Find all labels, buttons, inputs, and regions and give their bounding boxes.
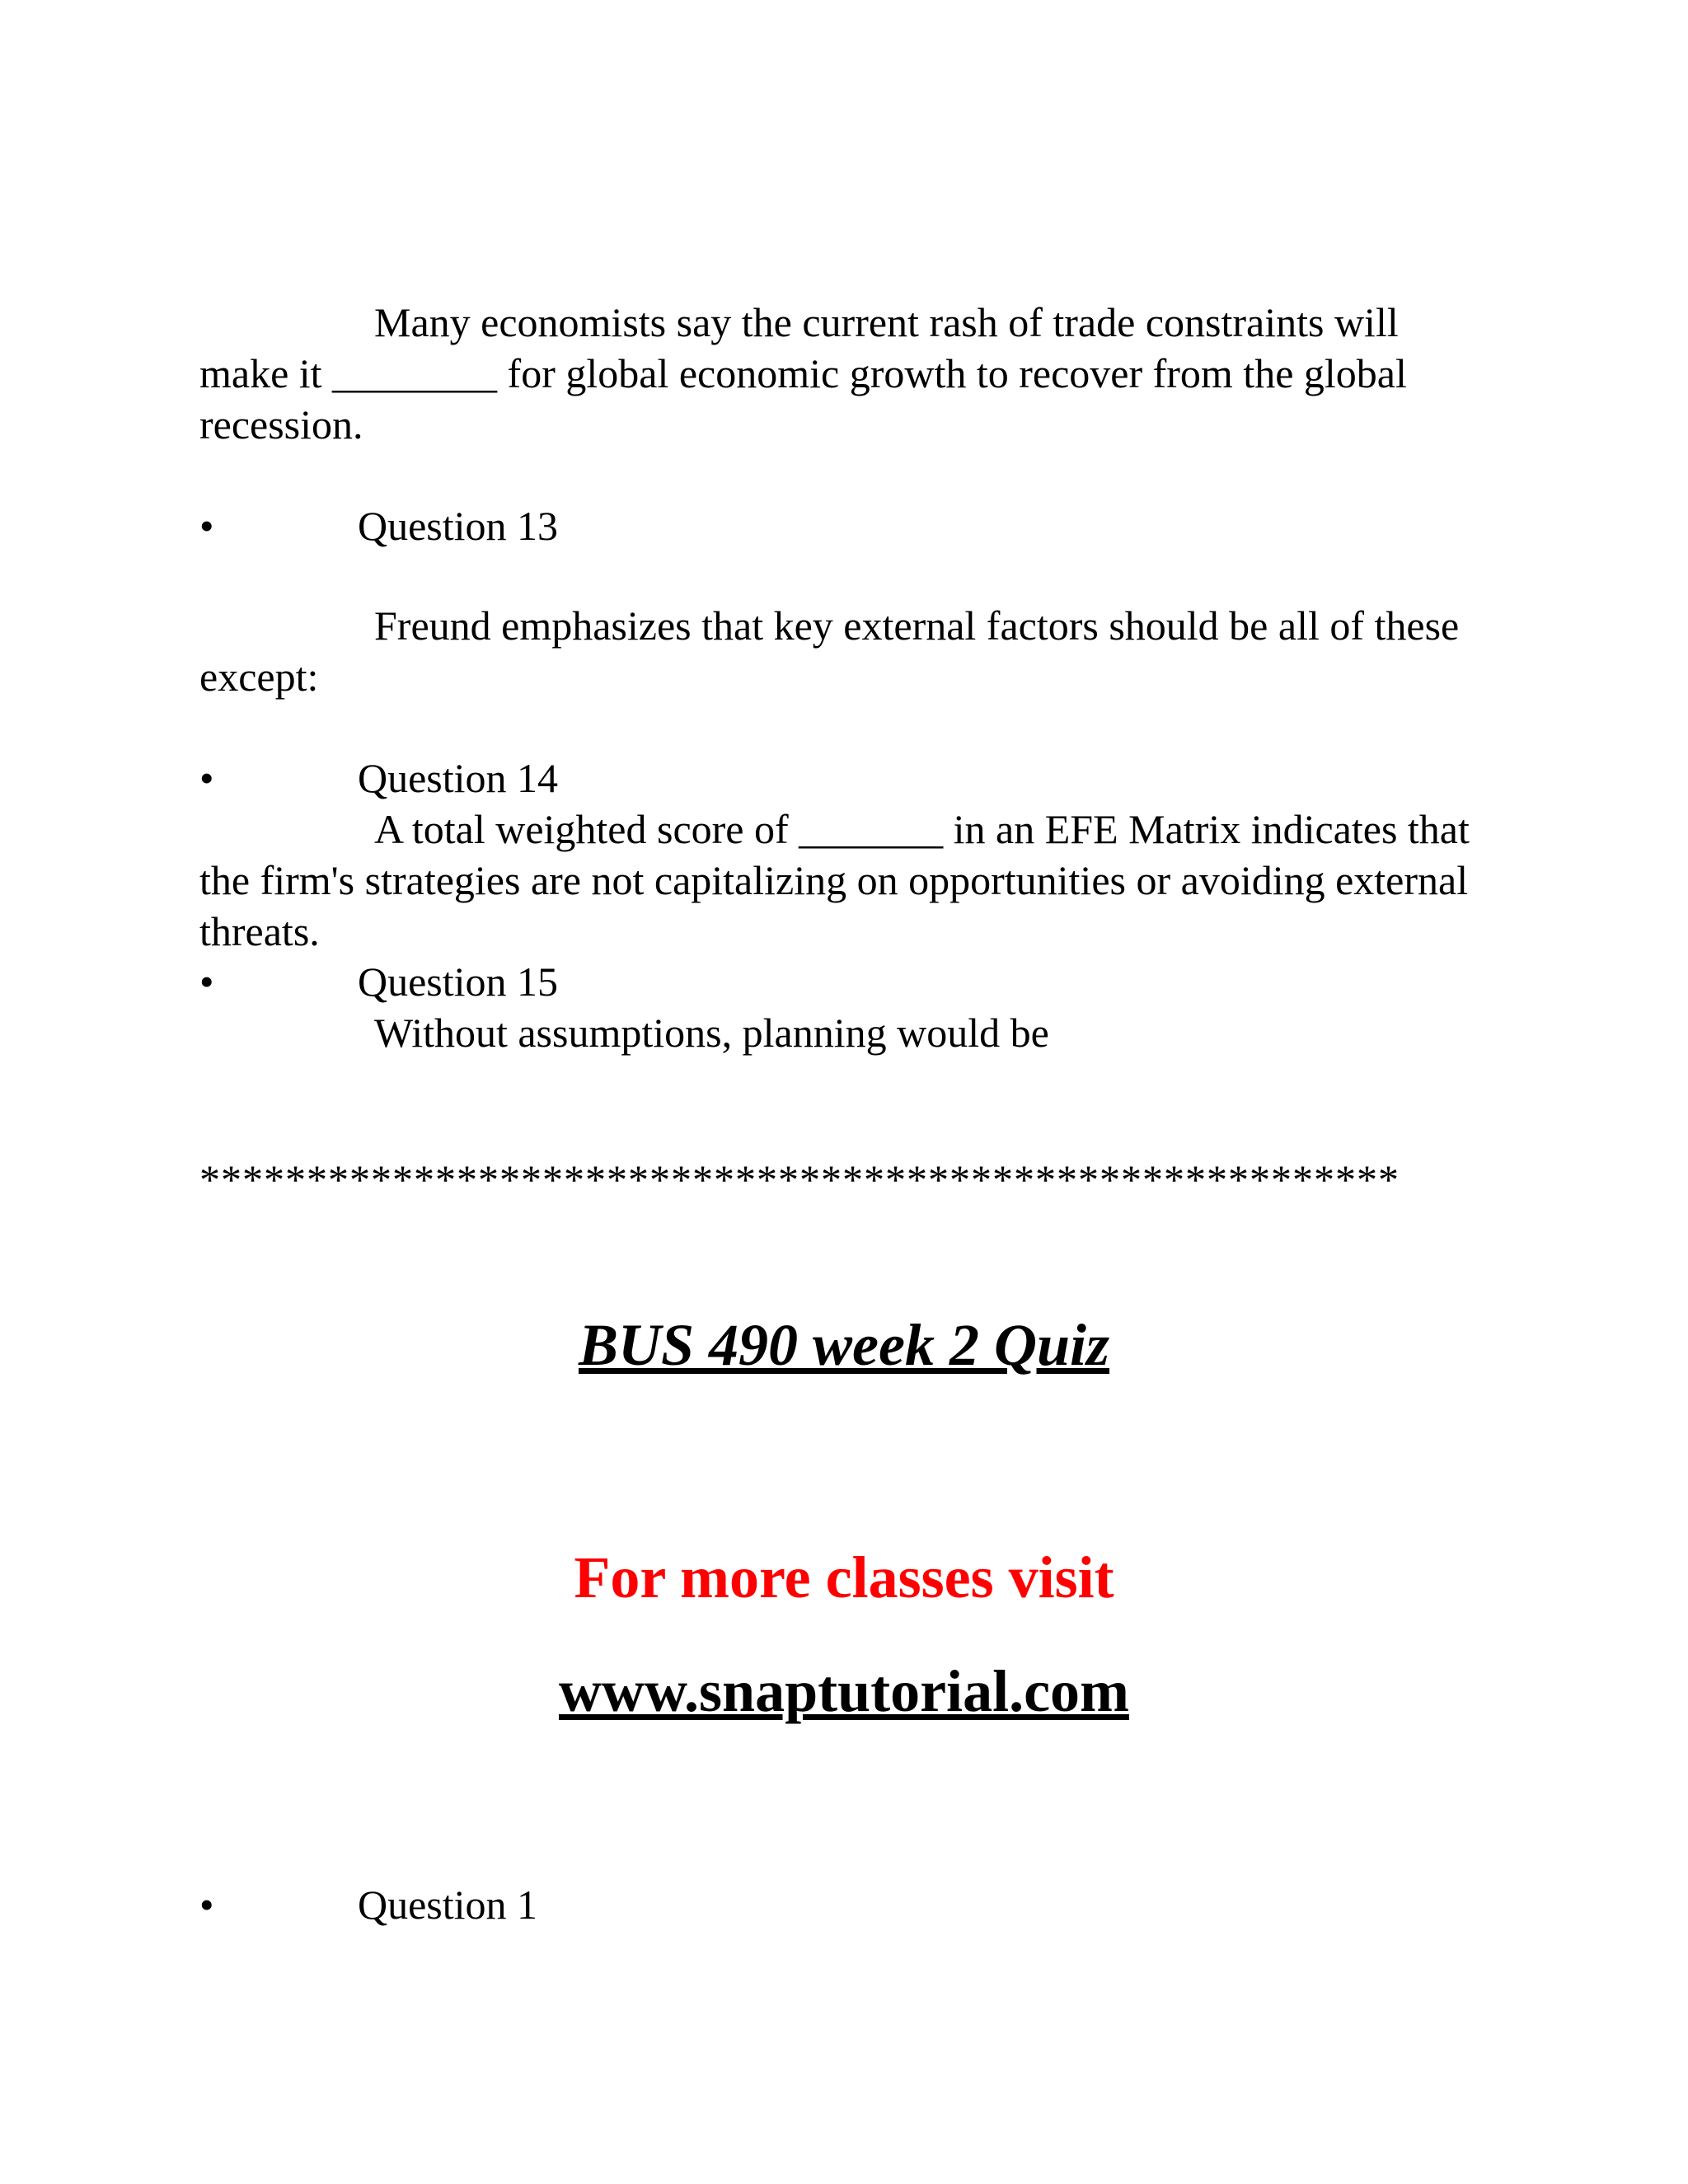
question-14-item [199, 752, 1485, 804]
question-14-body: A total weighted score of _______ in an EFE Matrix indicates that the firm's strategies are not capitalizing on opportunities or avoiding external threats. [199, 806, 1470, 954]
question-13-text [199, 600, 1485, 702]
question-12-text [199, 297, 1485, 450]
visit-text: For more classes visit [574, 1544, 1114, 1610]
question-1-label: Question 1 [358, 1882, 538, 1928]
quiz-title: BUS 490 week 2 Quiz [578, 1312, 1110, 1378]
question-15-text [199, 1007, 1485, 1058]
question-15-label: Question 15 [358, 958, 559, 1005]
site-link[interactable]: www.snaptutorial.com [558, 1658, 1129, 1724]
question-14-label: Question 14 [358, 755, 559, 801]
separator-stars: ******************************************************** [199, 1156, 1400, 1202]
question-13-label: Question 13 [358, 503, 559, 549]
bullet-icon: • [199, 958, 214, 1005]
bullet-icon: • [199, 1882, 214, 1928]
bullet-icon: • [199, 503, 214, 549]
question-15-body: Without assumptions, planning would be [374, 1010, 1049, 1056]
question-15-item [199, 956, 1485, 1007]
bullet-icon: • [199, 755, 214, 801]
question-1-item [199, 1879, 1485, 1930]
question-13-body: Freund emphasizes that key external factors should be all of these except: [199, 602, 1460, 700]
question-12-body: Many economists say the current rash of trade constraints will make it ________ for global economic growth to recover from the global recession. [199, 299, 1407, 448]
question-14-text [199, 804, 1485, 957]
question-13-item [199, 500, 1485, 551]
